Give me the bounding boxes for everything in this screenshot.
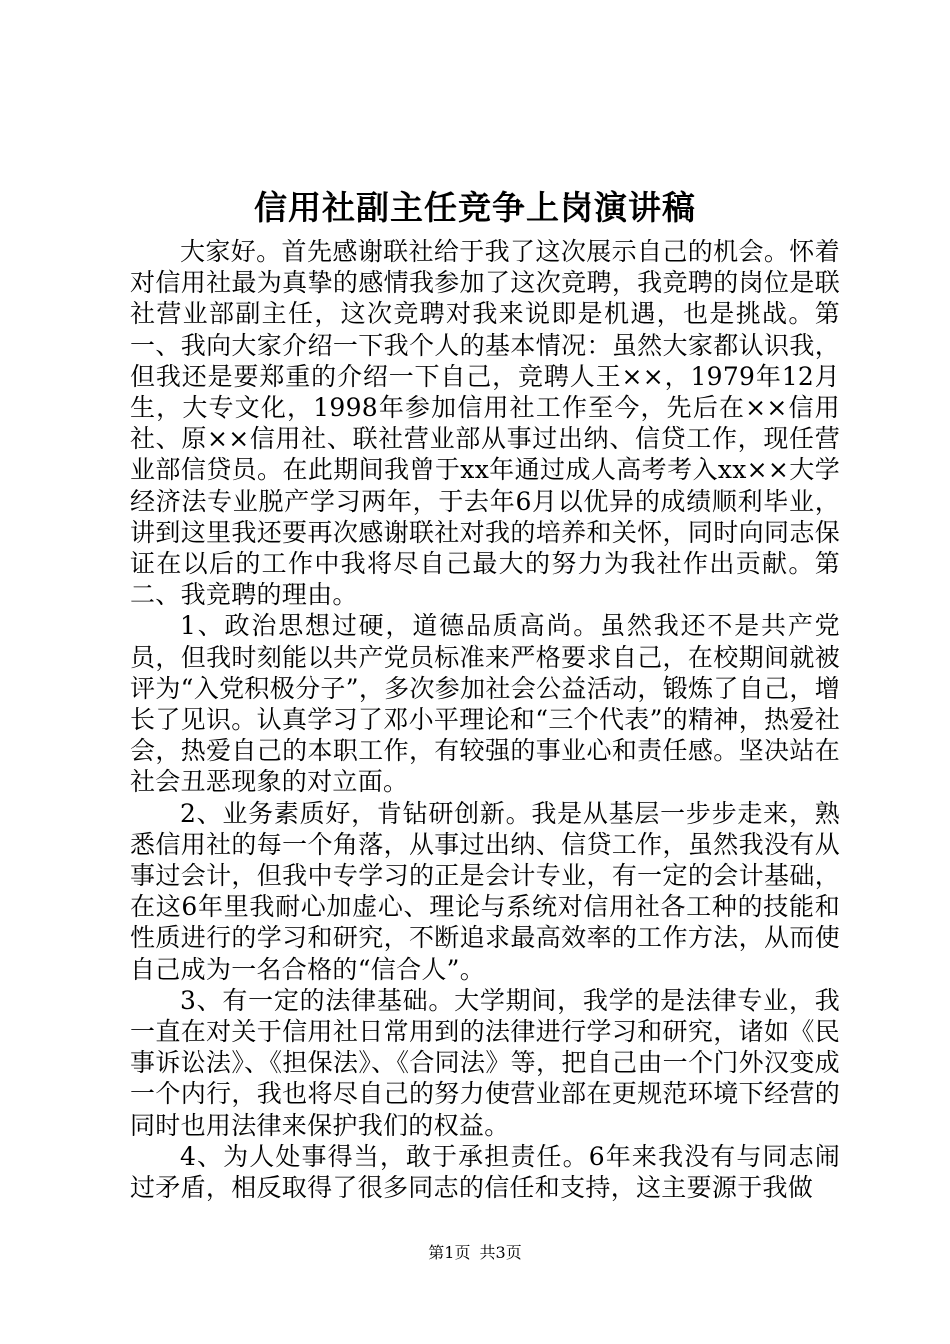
paragraph-intro: 大家好。首先感谢联社给于我了这次展示自己的机会。怀着对信用社最为真挚的感情我参加了这次竞聘，我竞聘的岗位是联社营业部副主任，这次竞聘对我来说即是机遇，也是挑战。第一、我向大家介绍一下我个人的基本情况：虽然大家都认识我，但我还是要郑重的介绍一下自己，竞聘人王××，1979年12月生，大专文化，1998年参加信用社工作至今，先后在××信用社、原××信用社、联社营业部从事过出纳、信贷工作，现任营业部信贷员。在此期间我曾于xx年通过成人高考考入xx××大学经济法专业脱产学习两年，于去年6月以优异的成绩顺利毕业，讲到这里我还要再次感谢联社对我的培养和关怀，同时向同志保证在以后的工作中我将尽自己最大的努力为我社作出贡献。第二、我竞聘的理由。 (130, 237, 840, 610)
paragraph-point-4: 4、为人处事得当，敢于承担责任。6年来我没有与同志闹过矛盾，相反取得了很多同志的信任和支持，这主要源于我做 (130, 1141, 840, 1203)
document-title: 信用社副主任竞争上岗演讲稿 (254, 188, 696, 227)
page-footer (0, 1242, 950, 1264)
paragraph-point-2: 2、业务素质好，肯钻研创新。我是从基层一步步走来，熟悉信用社的每一个角落，从事过出纳、信贷工作，虽然我没有从事过会计，但我中专学习的正是会计专业，有一定的会计基础，在这6年里我耐心加虚心、理论与系统对信用社各工种的技能和性质进行的学习和研究，不断追求最高效率的工作方法，从而使自己成为一名合格的“信合人”。 (130, 798, 840, 984)
page-number: 第1页 (428, 1243, 471, 1262)
paragraph-point-1: 1、政治思想过硬，道德品质高尚。虽然我还不是共产党员，但我时刻能以共产党员标准来严格要求自己，在校期间就被评为“入党积极分子”，多次参加社会公益活动，锻炼了自己，增长了见识。认真学习了邓小平理论和“三个代表”的精神，热爱社会，热爱自己的本职工作，有较强的事业心和责任感。坚决站在社会丑恶现象的对立面。 (130, 611, 840, 797)
paragraph-point-3: 3、有一定的法律基础。大学期间，我学的是法律专业，我一直在对关于信用社日常用到的法律进行学习和研究，诸如《民事诉讼法》、《担保法》、《合同法》等，把自己由一个门外汉变成一个内行，我也将尽自己的努力使营业部在更规范环境下经营的同时也用法律来保护我们的权益。 (130, 985, 840, 1140)
page-total: 共3页 (479, 1243, 522, 1262)
document-body (130, 236, 840, 1203)
